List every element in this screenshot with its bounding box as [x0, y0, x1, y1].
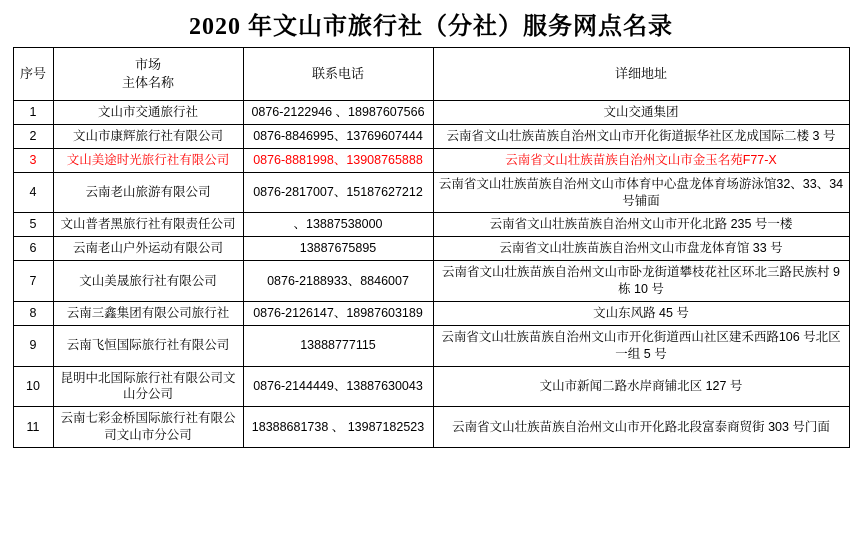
table-row [13, 213, 849, 237]
cell-phone: 0876-2817007、15187627212 [243, 172, 433, 213]
table-row [13, 237, 849, 261]
cell-seq: 10 [13, 366, 53, 407]
column-header-name [53, 48, 243, 101]
cell-address: 云南省文山壮族苗族自治州文山市开化街道振华社区龙成国际二楼 3 号 [433, 124, 849, 148]
cell-phone: 0876-2188933、8846007 [243, 261, 433, 302]
table-row [13, 124, 849, 148]
column-header-seq: 序号 [13, 48, 53, 101]
cell-phone: 0876-2122946 、18987607566 [243, 101, 433, 125]
cell-phone: 0876-8846995、13769607444 [243, 124, 433, 148]
cell-address: 文山交通集团 [433, 101, 849, 125]
page-title: 2020 年文山市旅行社（分社）服务网点名录 [189, 14, 673, 40]
cell-seq: 11 [13, 407, 53, 448]
cell-address: 文山东风路 45 号 [433, 301, 849, 325]
cell-seq: 2 [13, 124, 53, 148]
cell-address: 云南省文山壮族苗族自治州文山市金玉名苑F77-X [433, 148, 849, 172]
cell-address: 云南省文山壮族苗族自治州文山市盘龙体育馆 33 号 [433, 237, 849, 261]
cell-seq: 9 [13, 325, 53, 366]
cell-phone: 0876-2126147、18987603189 [243, 301, 433, 325]
cell-phone: 13888777115 [243, 325, 433, 366]
cell-address: 文山市新闻二路水岸商铺北区 127 号 [433, 366, 849, 407]
table-row [13, 148, 849, 172]
table-body [13, 101, 849, 448]
table-header-row [13, 48, 849, 101]
column-header-address: 详细地址 [433, 48, 849, 101]
cell-agency-name: 文山普者黑旅行社有限责任公司 [53, 213, 243, 237]
table-row [13, 101, 849, 125]
cell-seq: 6 [13, 237, 53, 261]
cell-phone: 0876-8881998、13908765888 [243, 148, 433, 172]
cell-phone: 13887675895 [243, 237, 433, 261]
cell-agency-name: 云南七彩金桥国际旅行社有限公司文山市分公司 [53, 407, 243, 448]
travel-agency-directory-table [13, 47, 850, 448]
table-row [13, 325, 849, 366]
column-header-name-line1: 市场 [134, 57, 161, 73]
cell-seq: 4 [13, 172, 53, 213]
cell-address: 云南省文山壮族苗族自治州文山市开化路北段富泰商贸街 303 号门面 [433, 407, 849, 448]
cell-seq: 7 [13, 261, 53, 302]
cell-agency-name: 文山美途时光旅行社有限公司 [53, 148, 243, 172]
table-row [13, 407, 849, 448]
table-row [13, 172, 849, 213]
cell-address: 云南省文山壮族苗族自治州文山市卧龙街道攀枝花社区环北三路民族村 9 栋 10 号 [433, 261, 849, 302]
cell-agency-name: 云南老山旅游有限公司 [53, 172, 243, 213]
cell-address: 云南省文山壮族苗族自治州文山市开化街道西山社区建禾西路106 号北区一组 5 号 [433, 325, 849, 366]
cell-phone: 18388681738 、 13987182523 [243, 407, 433, 448]
cell-seq: 8 [13, 301, 53, 325]
column-header-phone: 联系电话 [243, 48, 433, 101]
cell-phone: 、13887538000 [243, 213, 433, 237]
cell-address: 云南省文山壮族苗族自治州文山市体育中心盘龙体育场游泳馆32、33、34 号铺面 [433, 172, 849, 213]
table-row [13, 366, 849, 407]
cell-agency-name: 云南老山户外运动有限公司 [53, 237, 243, 261]
table-row [13, 301, 849, 325]
table-header [13, 48, 849, 101]
table-row [13, 261, 849, 302]
cell-agency-name: 文山市交通旅行社 [53, 101, 243, 125]
cell-agency-name: 昆明中北国际旅行社有限公司文山分公司 [53, 366, 243, 407]
cell-seq: 5 [13, 213, 53, 237]
cell-agency-name: 云南飞恒国际旅行社有限公司 [53, 325, 243, 366]
cell-address: 云南省文山壮族苗族自治州文山市开化北路 235 号一楼 [433, 213, 849, 237]
cell-agency-name: 文山美晟旅行社有限公司 [53, 261, 243, 302]
cell-seq: 3 [13, 148, 53, 172]
cell-phone: 0876-2144449、13887630043 [243, 366, 433, 407]
cell-seq: 1 [13, 101, 53, 125]
cell-agency-name: 文山市康辉旅行社有限公司 [53, 124, 243, 148]
cell-agency-name: 云南三鑫集团有限公司旅行社 [53, 301, 243, 325]
column-header-name-line2: 主体名称 [121, 75, 174, 90]
